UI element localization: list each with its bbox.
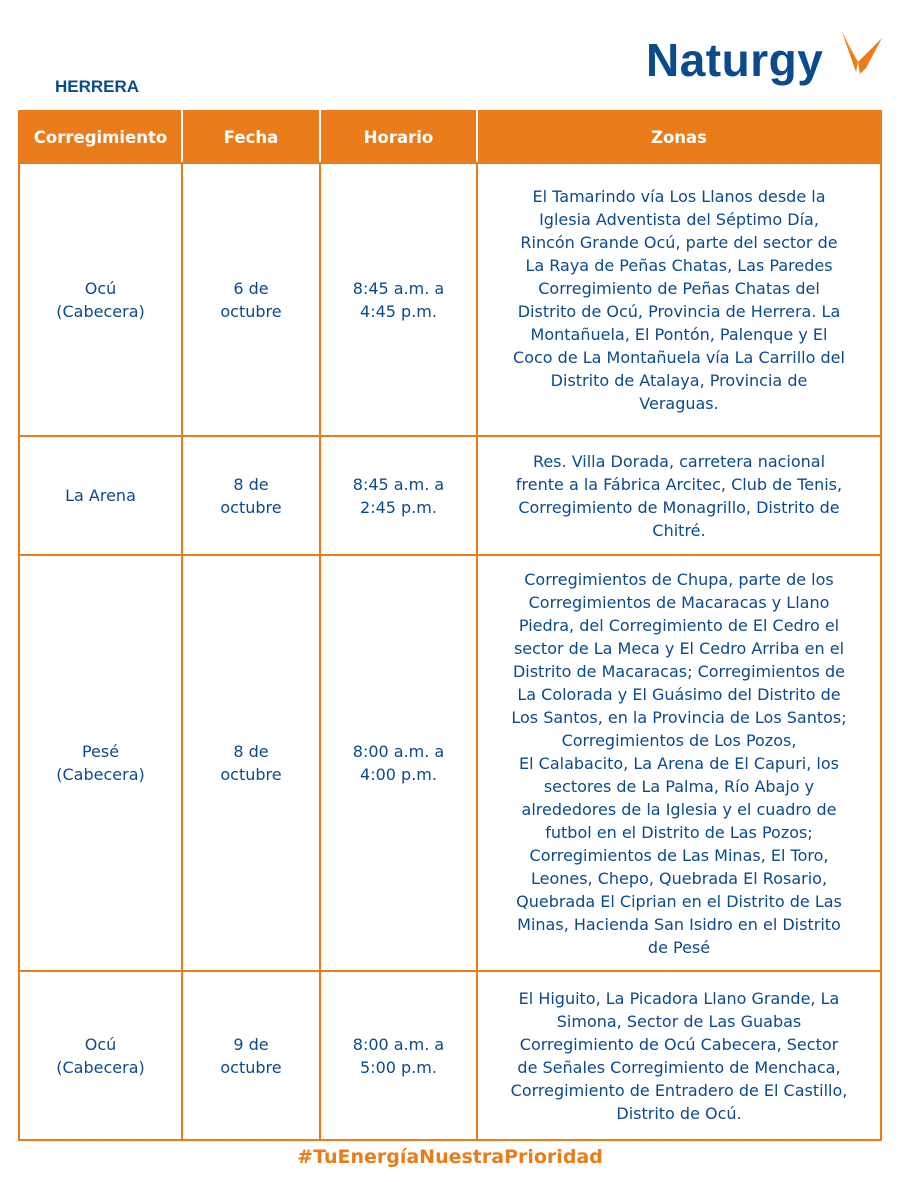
table-header-row xyxy=(19,111,881,163)
column-header: Fecha xyxy=(182,111,320,163)
corregimiento-cell: Ocú (Cabecera) xyxy=(19,163,182,436)
corregimiento-cell: Pesé (Cabecera) xyxy=(19,555,182,971)
fecha-cell: 6 de octubre xyxy=(182,163,320,436)
horario-cell: 8:00 a.m. a 5:00 p.m. xyxy=(320,971,477,1140)
schedule-table xyxy=(18,110,882,1141)
column-header: Horario xyxy=(320,111,477,163)
corregimiento-cell: Ocú (Cabecera) xyxy=(19,971,182,1140)
zonas-cell: Res. Villa Dorada, carretera nacional frente a la Fábrica Arcitec, Club de Tenis, Corregimiento de Monagrillo, Distrito de Chitré. xyxy=(477,436,881,555)
table-row xyxy=(19,555,881,971)
table-row xyxy=(19,436,881,555)
zonas-cell: El Higuito, La Picadora Llano Grande, La Simona, Sector de Las Guabas Corregimiento de Ocú Cabecera, Sector de Señales Corregimiento de Menchaca, Corregimiento de Entradero de El Castillo, Distrito de Ocú. xyxy=(477,971,881,1140)
horario-cell: 8:45 a.m. a 2:45 p.m. xyxy=(320,436,477,555)
butterfly-icon xyxy=(836,28,884,80)
horario-cell: 8:45 a.m. a 4:45 p.m. xyxy=(320,163,477,436)
naturgy-logo xyxy=(646,28,886,94)
fecha-cell: 8 de octubre xyxy=(182,436,320,555)
column-header: Zonas xyxy=(477,111,881,163)
column-header: Corregimiento xyxy=(19,111,182,163)
zonas-cell: El Tamarindo vía Los Llanos desde la Iglesia Adventista del Séptimo Día, Rincón Grande Ocú, parte del sector de La Raya de Peñas Chatas, Las Paredes Corregimiento de Peñas Chatas del Distrito de Ocú, Provincia de Herrera. La Montañuela, El Pontón, Palenque y El Coco de La Montañuela vía La Carrillo del Distrito de Atalaya, Provincia de Veraguas. xyxy=(477,163,881,436)
corregimiento-cell: La Arena xyxy=(19,436,182,555)
region-title: HERRERA xyxy=(55,77,140,96)
campaign-hashtag: #TuEnergíaNuestraPrioridad xyxy=(297,1146,603,1168)
fecha-cell: 9 de octubre xyxy=(182,971,320,1140)
horario-cell: 8:00 a.m. a 4:00 p.m. xyxy=(320,555,477,971)
table-row xyxy=(19,971,881,1140)
brand-name: Naturgy xyxy=(646,34,824,86)
fecha-cell: 8 de octubre xyxy=(182,555,320,971)
table-row xyxy=(19,163,881,436)
zonas-cell: Corregimientos de Chupa, parte de los Corregimientos de Macaracas y Llano Piedra, del Corregimiento de El Cedro el sector de La Meca y El Cedro Arriba en el Distrito de Macaracas; Corregimientos de La Colorada y El Guásimo del Distrito de Los Santos, en la Provincia de Los Santos; Corregimientos de Los Pozos, El Calabacito, La Arena de El Capuri, los sectores de La Palma, Río Abajo y alrededores de la Iglesia y el cuadro de futbol en el Distrito de Las Pozos; Corregimientos de Las Minas, El Toro, Leones, Chepo, Quebrada El Rosario, Quebrada El Ciprian en el Distrito de Las Minas, Hacienda San Isidro en el Distrito de Pesé xyxy=(477,555,881,971)
